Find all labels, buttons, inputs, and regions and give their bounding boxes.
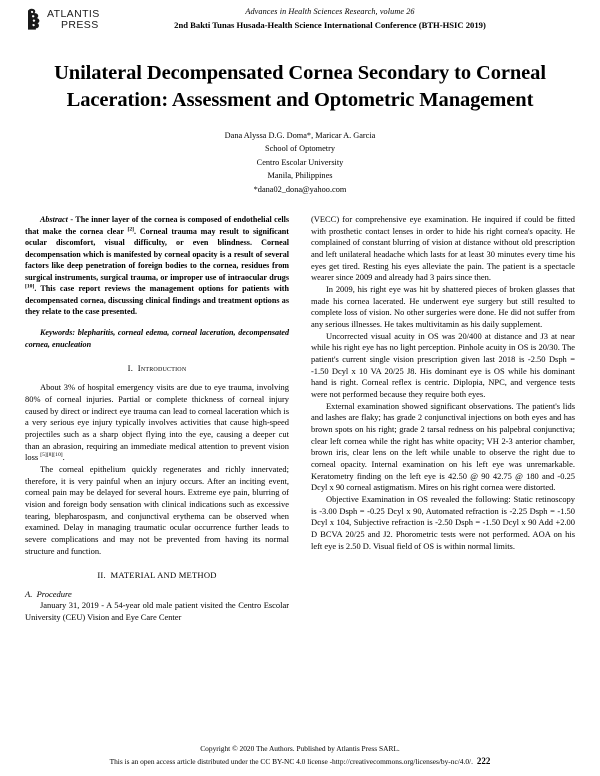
author-email: *dana02_dona@yahoo.com xyxy=(253,184,347,194)
intro-p1-citation: [5][8][10] xyxy=(40,452,63,459)
method-paragraph-3: Uncorrected visual acuity in OS was 20/400 at distance and J3 at near while his right eye has no light perception. Pinhole acuity in OS is 20/30. The patient's current single vision prescription given last 2018 is -2.50 Dsph = -1.50 Dcyl x 10 VA 20/25 J8. His dominant eye is OS while his dominant hand is right. Corneal reflex is centric. Diplopia, NPC, and vergence tests were not performed because they require both eyes. xyxy=(311,330,575,399)
author-names: Dana Alyssa D.G. Doma*, Maricar A. Garcia xyxy=(224,130,376,140)
page-number: 222 xyxy=(476,755,491,766)
intro-paragraph-1 xyxy=(25,382,289,464)
author-department: School of Optometry xyxy=(264,144,336,154)
subsection-label-procedure: A. xyxy=(25,589,33,600)
method-paragraph-4: External examination showed significant observations. The patient's lids and lashes are flaky; has grade 2 conjunctival injections on both eyes and has brown spots on his right; grade 2 tarsal redness on his palpebral conjunctiva; clear left cornea while the right has white opacity; VH 2-3 anterior chamber, brown iris, clear lens on the left while unable to observe the right due to corneal opacity. Internal examination on his left eye was unremarkable. Keratometry finding on the left eye is 42.50 @ 90 42.75 @ 180 and -0.25 Dcyl x 90 corneal astigmatism. Mires on his right cornea were distorted. xyxy=(311,400,575,493)
author-institution: Centro Escolar University xyxy=(256,157,344,167)
left-column xyxy=(25,214,289,623)
masthead-text xyxy=(28,7,572,31)
abstract-citation-1: [2] xyxy=(127,225,135,232)
abstract-text-2: . Corneal trauma may result to significant ocular discomfort, visual difficulty, or even blindness. Corneal decompensation which is manifested by corneal opacity is a result of several factors like deep penetration of foreign bodies to the cornea, residues from surgical instruments, surgical trauma, or improper use of intraocular drugs xyxy=(25,226,289,282)
subsection-heading-procedure xyxy=(25,589,289,599)
section-number-material: II. xyxy=(97,570,106,581)
abstract-citation-2: [10] xyxy=(25,283,35,290)
page-footer xyxy=(0,743,600,768)
section-title-introduction: Introduction xyxy=(137,363,187,374)
author-location: Manila, Philippines xyxy=(267,171,333,181)
method-paragraph-1-cont: (VECC) for comprehensive eye examination. He inquired if could be fitted with prosthetic contact lenses in order to hide his right cornea's opacity. He complained of constant blurring of vision at distance without old prescription and left unilateral headache which lasts for at least 30 minutes every time his eyes get tired. Resting his eyes alleviate the pain. The patient is a spectacle wearer since 2009 and already had 3 pairs since then. xyxy=(311,214,575,283)
license-line xyxy=(0,755,600,769)
atlantis-press-logo xyxy=(26,8,100,30)
masthead xyxy=(0,0,600,46)
section-title-material: MATERIAL AND METHOD xyxy=(110,570,217,581)
keywords-text: blepharitis, corneal edema, corneal laceration, decompensated cornea, enucleation xyxy=(25,328,289,349)
abstract-label: Abstract xyxy=(40,215,68,225)
logo-text-press: PRESS xyxy=(61,18,99,31)
section-heading-material-and-method xyxy=(25,570,289,580)
logo-text-atlantis: ATLANTIS xyxy=(47,8,100,20)
body-columns xyxy=(25,214,575,623)
keywords-label: Keywords: xyxy=(40,328,76,338)
atlantis-logo-icon xyxy=(26,8,43,30)
abstract-text-3: . This case report reviews the management options for patients with decompensated cornea, discussing clinical findings and treatment options as they relate to the case presented. xyxy=(25,284,289,316)
method-paragraph-5: Objective Examination in OS revealed the following: Static retinoscopy is -3.00 Dsph = -0.25 Dcyl x 90, Automated refraction is -2.25 Dsph = -1.50 Dcyl x 104, Subjective refraction is -2.50 Dsph = -1.50 Dcyl x 90 Add +2.00 D BCVA 20/25 and J2. Phorometric tests were not performed. AOA on his left eye is 2.50 D. Visual field of OS is within normal limits. xyxy=(311,493,575,551)
section-number-introduction: I. xyxy=(127,363,134,374)
section-heading-introduction xyxy=(25,363,289,373)
page-title: Unilateral Decompensated Cornea Secondary to Corneal Laceration: Assessment and Optometric Management xyxy=(54,62,546,112)
journal-title: Advances in Health Sciences Research, volume 26 xyxy=(245,7,415,16)
right-column xyxy=(311,214,575,623)
intro-p1-text-2: . xyxy=(62,452,65,463)
keywords-paragraph xyxy=(25,327,289,350)
subsection-title-procedure: Procedure xyxy=(36,589,72,600)
abstract-paragraph xyxy=(25,214,289,317)
conference-title: 2nd Bakti Tunas Husada-Health Science International Conference (BTH-HSIC 2019) xyxy=(174,19,486,30)
method-paragraph-2: In 2009, his right eye was hit by shattered pieces of broken glasses that made his cornea lacerated. He underwent eye surgery but still resulted to complete loss of vision. No other surgeries were done. He did not suffer from any serious illnesses. He takes multivitamin as his daily supplement. xyxy=(311,284,575,330)
abstract-separator: - xyxy=(67,215,76,225)
license-text: This is an open access article distributed under the CC BY-NC 4.0 license -http://creativecommons.org/licenses/by-nc/4.0/. xyxy=(109,756,473,766)
copyright-line: Copyright © 2020 The Authors. Published by Atlantis Press SARL. xyxy=(200,744,400,754)
method-paragraph-1-start: January 31, 2019 - A 54-year old male patient visited the Centro Escolar University (CEU) Vision and Eye Care Center xyxy=(25,600,289,622)
author-block xyxy=(120,129,480,196)
abstract-text-1: The inner layer of the cornea is composed of endothelial cells that make the cornea clear xyxy=(25,215,289,236)
intro-paragraph-2: The corneal epithelium quickly regenerates and richly innervated; therefore, it is very painful when an injury occurs. After an inciting event, corneal pain may be delayed for several hours. Extreme eye pain, blurring of vision and foreign body sensation with clinical indications such as excessive tearing, blepharospasm, and conjunctival erythema can be observed when examined. Delay in managing traumatic ocular occurrence further leads to severe complications and may not be prevented from having its normal structure and function. xyxy=(25,464,289,556)
intro-p1-text-1: About 3% of hospital emergency visits are due to eye trauma, involving 80% of corneal injuries. Partial or complete thickness of corneal injury caused by direct or indirect eye trauma can lead to corneal laceration which is a very serious eye injury typically involves activities that cause high-speed projectiles such as a sharp object flying into the eye, causing a deeper cut than an abrasion, requiring an immediate medical attention to prevent vision loss xyxy=(25,382,289,463)
